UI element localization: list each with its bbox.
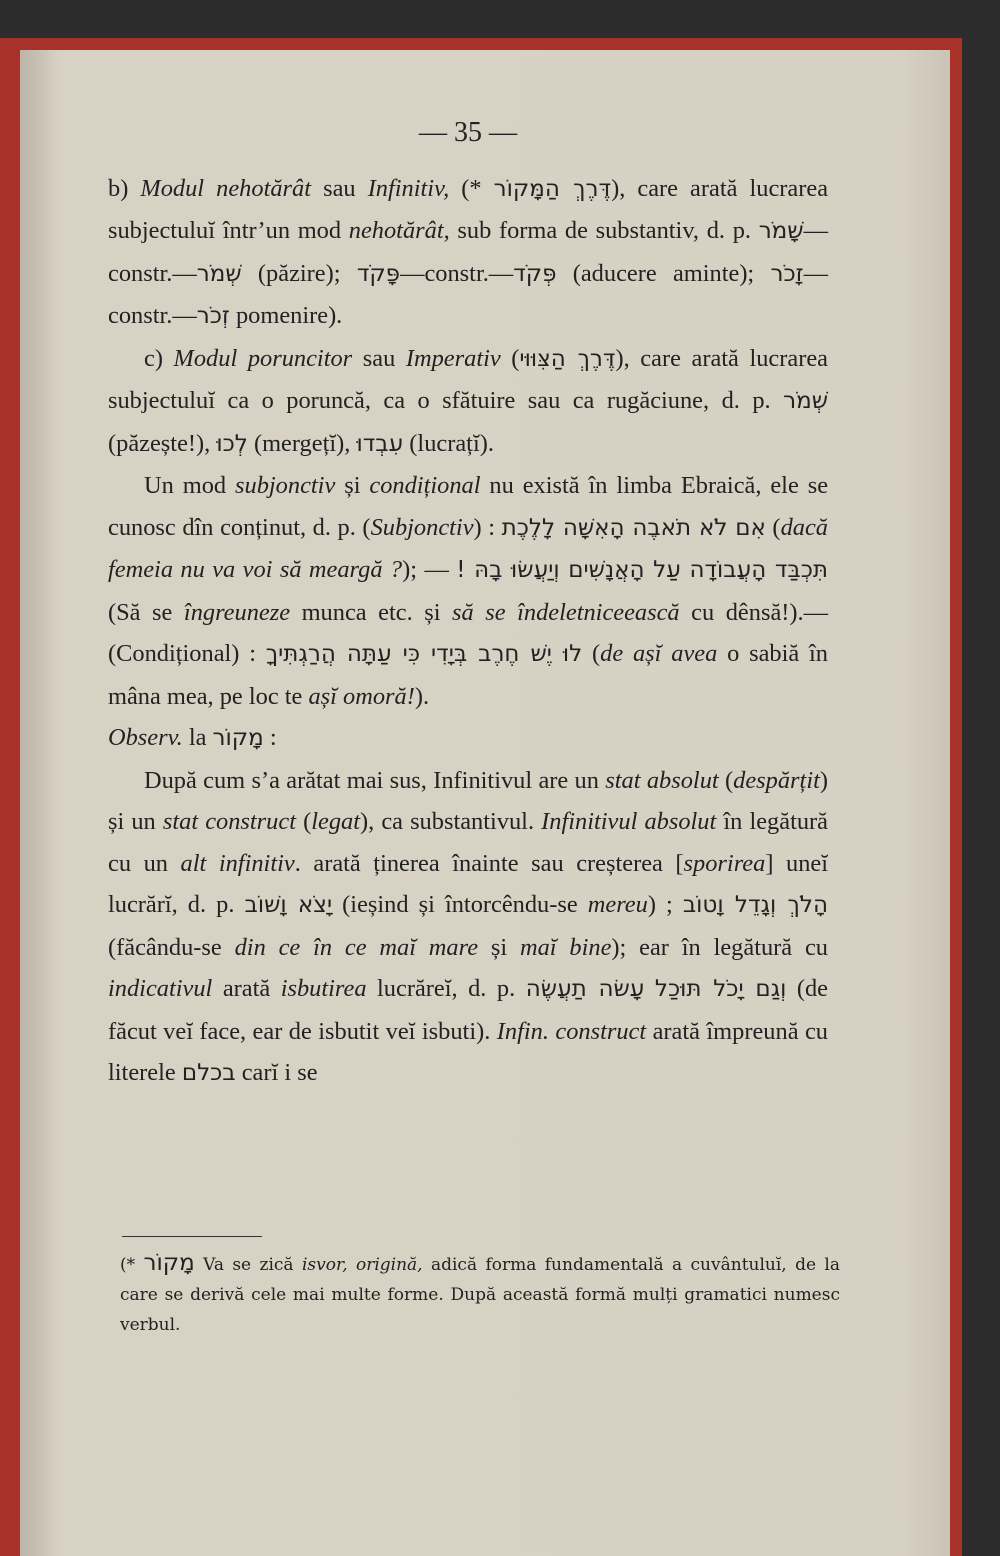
paragraph-imperative: c) Modul poruncitor sau Imperativ (דֶּרֶךְ הַצִּוּוּי), care arată lucrarea subjectuluĭ ca o poruncă, ca o sfătuire sau ca rugăciune, d. p. שְׁמֹר (păzește!), לְכוּ (mergețĭ), עִבְדוּ (lucrațĭ). [108, 344, 828, 457]
page-number: — 35 — [419, 117, 517, 148]
footnote: (* מָקוֹר Va se zică isvor, origină, adică forma fundamentală a cuvântuluĭ, de la care se derivă cele mai multe forme. După această formă mulți gramatici numesc verbul. [120, 1250, 840, 1335]
paragraph-subjunctive: Un mod subjonctiv și condițional nu există în limba Ebraică, ele se cunosc dîn conținut, d. p. (Subjonctiv) : אִם לֹא תֹאבֶה הָאִשָּׁה לָלֶכֶת (dacă femeia nu va voi să meargă ?); — תִּכְבַּד הָעֲבוֹדָה עַל הָאֲנָשִׁים וְיַעֲשׂוּ בָהּ ! (Să se îngreuneze munca etc. și să se îndeletniceească cu dênsă!).— (Condițional) : לוּ יֶשׁ חֶרֶב בְּיָדִי כִּי עַתָּה הֲרַגְתִּיךָ (de așĭ avea o sabiă în mâna mea, pe loc te așĭ omoră!). [108, 472, 829, 710]
footnote-rule [122, 1236, 262, 1237]
paragraph-absolute-construct: După cum s’a arătat mai sus, Infinitivul are un stat absolut (despărțit) și un stat construct (legat), ca substantivul. Infinitivul absolut în legătură cu un alt infinitiv. arată ținerea înainte sau creșterea [sporirea] uneĭ lucrărĭ, d. p. יָצֹא וָשׁוֹב (ieșind și întorcêndu-se mereu) ; הָלֹךְ וְגָדֵל וָטוֹב (făcându-se din ce în ce maĭ mare și maĭ bine); ear în legătură cu indicativul arată isbutirea lucrăreĭ, d. p. עָשׂה תַעֲשֶׂה וְגַם יָכֹל תּוּכַל (de făcut veĭ face, ear de isbutit veĭ isbuti). Infin. construct arată împreună cu literele בכלם carĭ i se [108, 766, 828, 1086]
page-text [108, 112, 828, 1095]
paragraph-observation: Observ. la מָקוֹר : [108, 724, 277, 751]
paragraph-infinitive: b) Modul nehotărât sau Infinitiv, (* דֶּרֶךְ הַמָּקוֹר), care arată lucrarea subjectuluĭ într’un mod nehotărât, sub forma de substantiv, d. p. שָׁמֹר—constr.—שְׁמֹר (păzire); פָּקֹד—constr.—פְּקֹד (aducere aminte); זָכֹר—constr.—זְכֹר pomenire). [108, 174, 829, 329]
page-gutter-shadow [20, 50, 58, 1556]
